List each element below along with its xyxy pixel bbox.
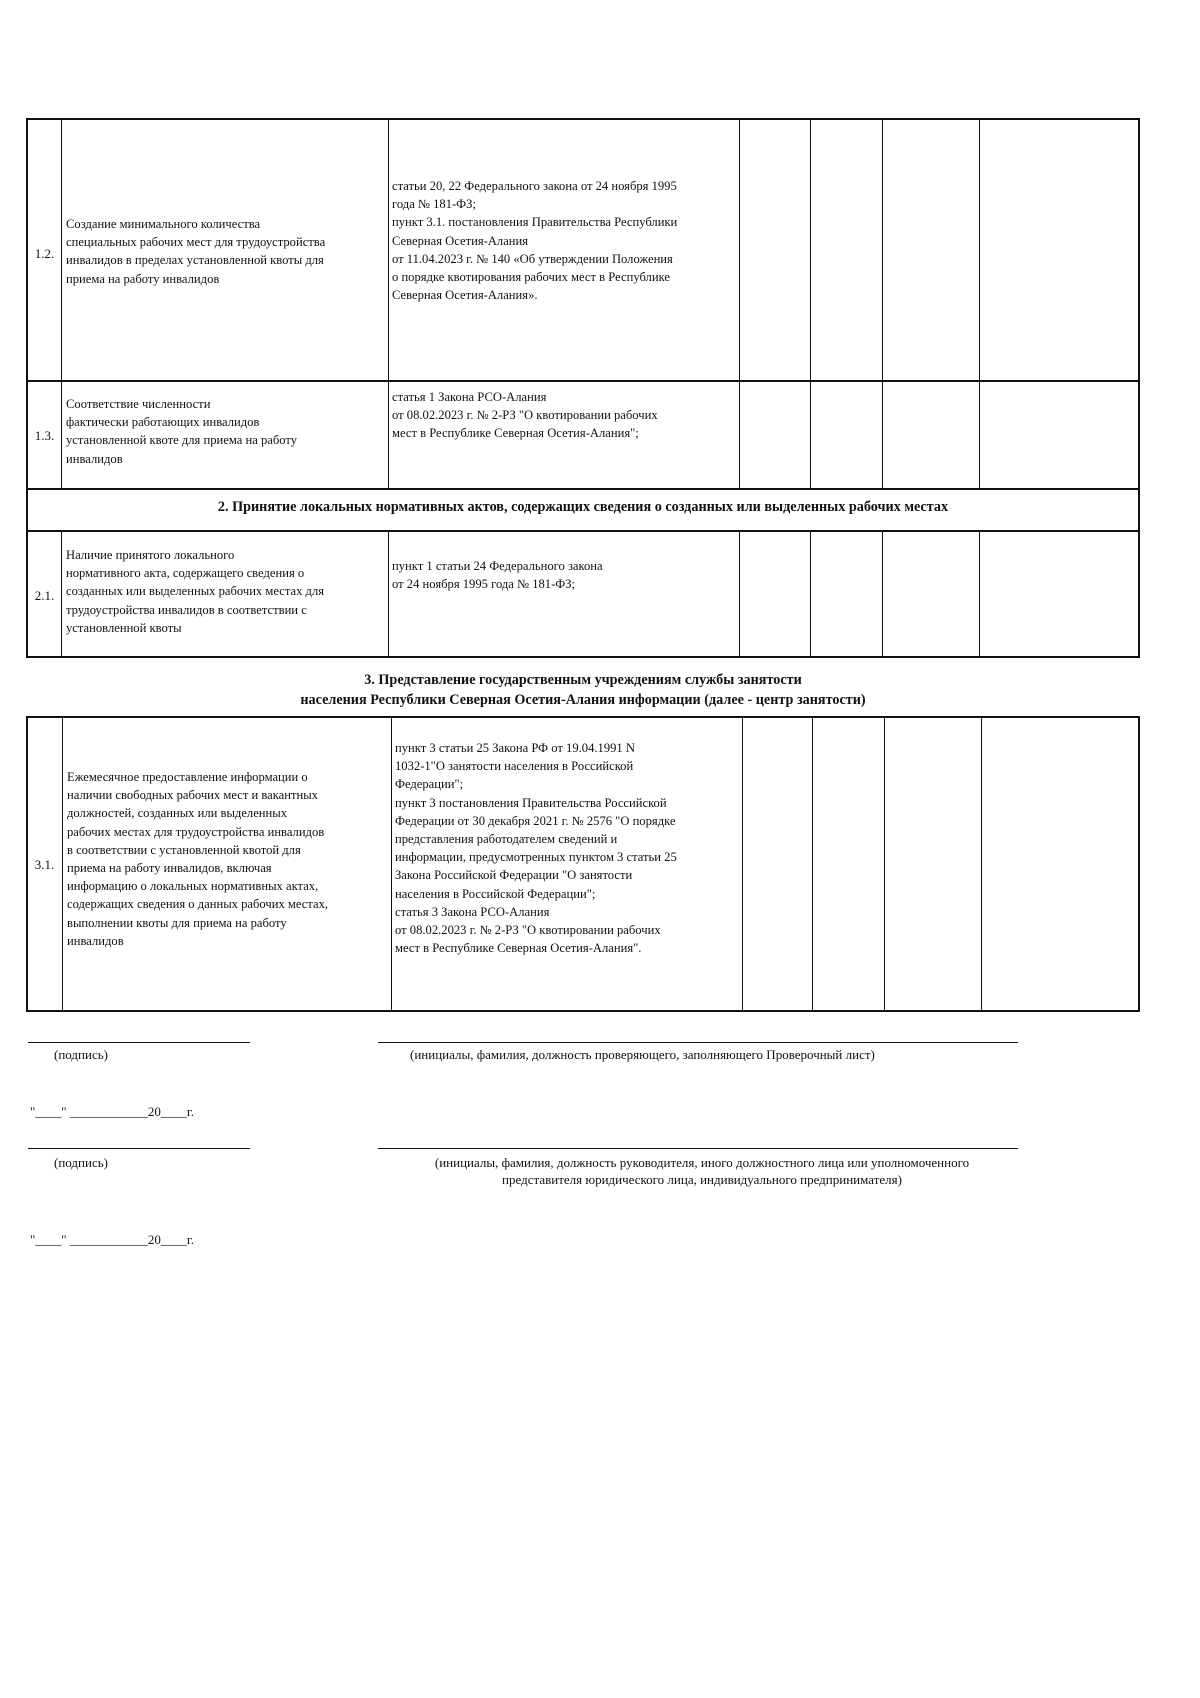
legal-basis-text: пункт 1 статьи 24 Федерального закона от 24 ноября 1995 года № 181-ФЗ; — [392, 559, 603, 592]
date-field-2: "____" ____________20____г. — [30, 1232, 194, 1247]
row-number: 1.2. — [34, 246, 55, 261]
signature-line-1 — [28, 1042, 250, 1043]
section-2-title: 2. Принятие локальных нормативных актов, содержащих сведения о созданных или выделенных рабочих местах — [217, 499, 949, 515]
row-number: 3.1. — [34, 857, 55, 872]
manager-line — [378, 1148, 1018, 1149]
manager-label: (инициалы, фамилия, должность руководителя, иного должностного лица или уполномоченного представителя юридического лица, индивидуального предпринимателя) — [434, 1155, 970, 1187]
table-row-1-3 — [26, 380, 1140, 490]
signature-label-1: (подпись) — [54, 1047, 108, 1062]
requirement-text: Ежемесячное предоставление информации о наличии свободных рабочих мест и вакантных должностей, созданных или выделенных рабочих местах для трудоустройства инвалидов в соответствии с установленной квотой для приема на работу инвалидов, включая информацию о локальных нормативных актах, содержащих сведения о данных рабочих местах, выполнении квоты для приема на работу инвалидов — [67, 770, 329, 948]
table-row-1-2 — [26, 118, 1140, 382]
table-row-2-1 — [26, 530, 1140, 658]
legal-basis-text: статьи 20, 22 Федерального закона от 24 ноября 1995 года № 181-ФЗ; пункт 3.1. постановления Правительства Республики Северная Осетия-Алания от 11.04.2023 г. № 140 «Об утверждении Положения о порядке квотирования рабочих мест в Республике Северная Осетия-Алания». — [392, 179, 678, 303]
inspector-label: (инициалы, фамилия, должность проверяющего, заполняющего Проверочный лист) — [410, 1047, 875, 1062]
table-row-3-1 — [26, 716, 1140, 1012]
requirement-text: Создание минимального количества специальных рабочих мест для трудоустройства инвалидов в пределах установленной квоты для приема на работу инвалидов — [66, 217, 326, 286]
requirement-text: Соответствие численности фактически работающих инвалидов установленной квоте для приема на работу инвалидов — [66, 397, 297, 466]
section-3-title: 3. Представление государственным учреждениям службы занятости населения Республики Северная Осетия-Алания информации (далее - центр занятости) — [300, 672, 866, 708]
row-number: 2.1. — [34, 588, 55, 603]
signature-label-2: (подпись) — [54, 1155, 108, 1170]
section-2-row — [26, 488, 1140, 532]
signature-line-2 — [28, 1148, 250, 1149]
row-number: 1.3. — [34, 428, 55, 443]
legal-basis-text: пункт 3 статьи 25 Закона РФ от 19.04.1991 N 1032-1"О занятости населения в Российской Федерации"; пункт 3 постановления Правительства Российской Федерации от 30 декабря 2021 г. № 2576 "О порядке представления работодателем сведений и информации, предусмотренных пунктом 3 статьи 25 Закона Российской Федерации "О занятости населения в Российской Федерации"; статья 3 Закона РСО-Алания от 08.02.2023 г. № 2-РЗ "О квотировании рабочих мест в Республике Северная Осетия-Алания". — [395, 741, 677, 956]
legal-basis-text: статья 1 Закона РСО-Алания от 08.02.2023 г. № 2-РЗ "О квотировании рабочих мест в Республике Северная Осетия-Алания"; — [392, 390, 658, 441]
date-field-1: "____" ____________20____г. — [30, 1104, 194, 1119]
inspector-line — [378, 1042, 1018, 1043]
requirement-text: Наличие принятого локального нормативного акта, содержащего сведения о созданных или выделенных рабочих местах для трудоустройства инвалидов в соответствии с установленной квоты — [66, 548, 325, 635]
